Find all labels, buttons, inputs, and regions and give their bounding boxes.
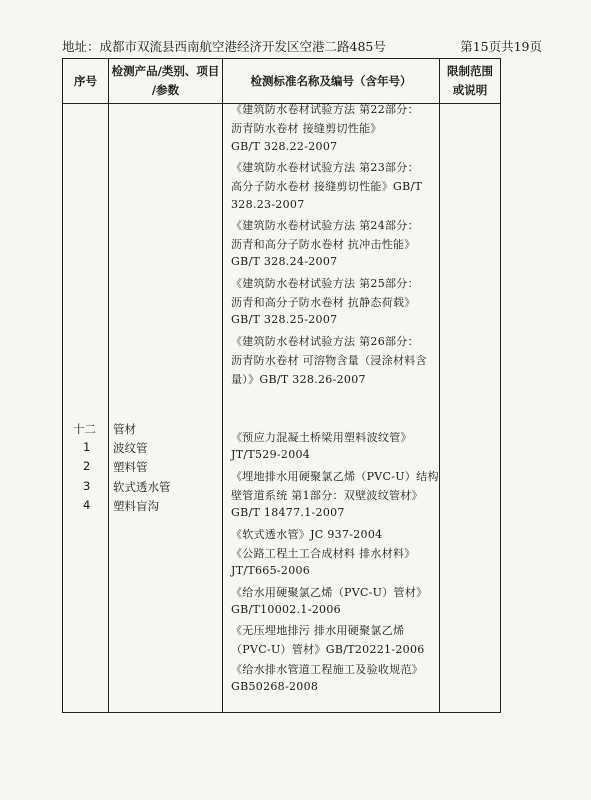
standard-line: 沥青和高分子防水卷材 抗静态荷载》: [231, 296, 416, 309]
page-header: [62, 37, 542, 57]
item-name: 塑料管: [113, 460, 148, 475]
address-text: 地址：成都市双流县西南航空港经济开发区空港二路485号: [62, 39, 386, 54]
standard-line: 《埋地排水用硬聚氯乙烯（PVC-U）结构: [231, 469, 439, 483]
standard-line: 《建筑防水卷材试验方法 第25部分：: [231, 276, 419, 290]
column-divider: [108, 59, 109, 712]
standard-line: GB/T 18477.1-2007: [231, 506, 345, 520]
item-name: 软式透水管: [113, 479, 171, 494]
column-header-seq: 序号: [74, 73, 97, 88]
standard-line: JT/T529-2004: [231, 448, 311, 462]
item-seq: 3: [83, 478, 91, 493]
standard-line: GB/T 328.25-2007: [231, 313, 338, 327]
standard-line: 《建筑防水卷材试验方法 第24部分：: [231, 218, 419, 232]
column-header-limit: 限制范围 或说明: [447, 64, 493, 97]
standard-line: 量）》GB/T 328.26-2007: [231, 373, 366, 387]
standard-line: 《建筑防水卷材试验方法 第26部分：: [231, 334, 419, 348]
standard-line: 高分子防水卷材 接缝剪切性能》GB/T: [231, 180, 423, 194]
standard-line: GB50268-2008: [231, 680, 319, 693]
standard-line: （PVC-U）管材》GB/T20221-2006: [231, 643, 425, 657]
item-name: 塑料盲沟: [113, 498, 159, 513]
item-seq: 2: [83, 459, 91, 474]
column-header-product: 检测产品/类别、项目 /参数: [111, 64, 220, 97]
standard-line: 《建筑防水卷材试验方法 第23部分：: [231, 160, 419, 174]
column-header-standard: 检测标准名称及编号（含年号）: [250, 73, 412, 88]
standard-line: 《软式透水管》JC 937-2004: [231, 527, 383, 541]
standard-line: 《无压埋地排污 排水用硬聚氯乙烯: [231, 624, 405, 638]
category-seq: 十二: [73, 422, 96, 436]
standard-line: 壁管道系统 第1部分：双壁波纹管材》: [231, 489, 423, 502]
standard-line: 沥青防水卷材 可溶物含量（浸涂材料含: [231, 353, 427, 367]
standard-line: GB/T 328.24-2007: [231, 255, 338, 269]
standard-line: GB/T 328.22-2007: [231, 139, 338, 153]
standard-line: 《给水排水管道工程施工及验收规范》: [231, 662, 424, 676]
column-divider: [222, 59, 223, 712]
standards-table: [62, 58, 501, 713]
standard-line: 328.23-2007: [231, 197, 305, 211]
item-seq: 1: [83, 440, 91, 454]
standard-line: 《预应力混凝土桥梁用塑料波纹管》: [231, 431, 412, 445]
page-number: 第15页共19页: [460, 39, 542, 54]
standard-line: 《给水用硬聚氯乙烯（PVC-U）管材》: [231, 585, 428, 599]
item-seq: 4: [83, 497, 91, 512]
standard-line: JT/T665-2006: [231, 564, 311, 578]
item-name: 波纹管: [113, 441, 148, 455]
standard-line: GB/T10002.1-2006: [231, 602, 341, 616]
category-name: 管材: [113, 422, 136, 436]
standard-line: 沥青和高分子防水卷材 抗冲击性能》: [231, 238, 416, 252]
standard-line: 沥青防水卷材 接缝剪切性能》: [231, 122, 382, 136]
column-divider: [439, 59, 440, 712]
standard-line: 《建筑防水卷材试验方法 第22部分：: [231, 103, 419, 116]
standard-line: 《公路工程土工合成材料 排水材料》: [231, 546, 416, 560]
